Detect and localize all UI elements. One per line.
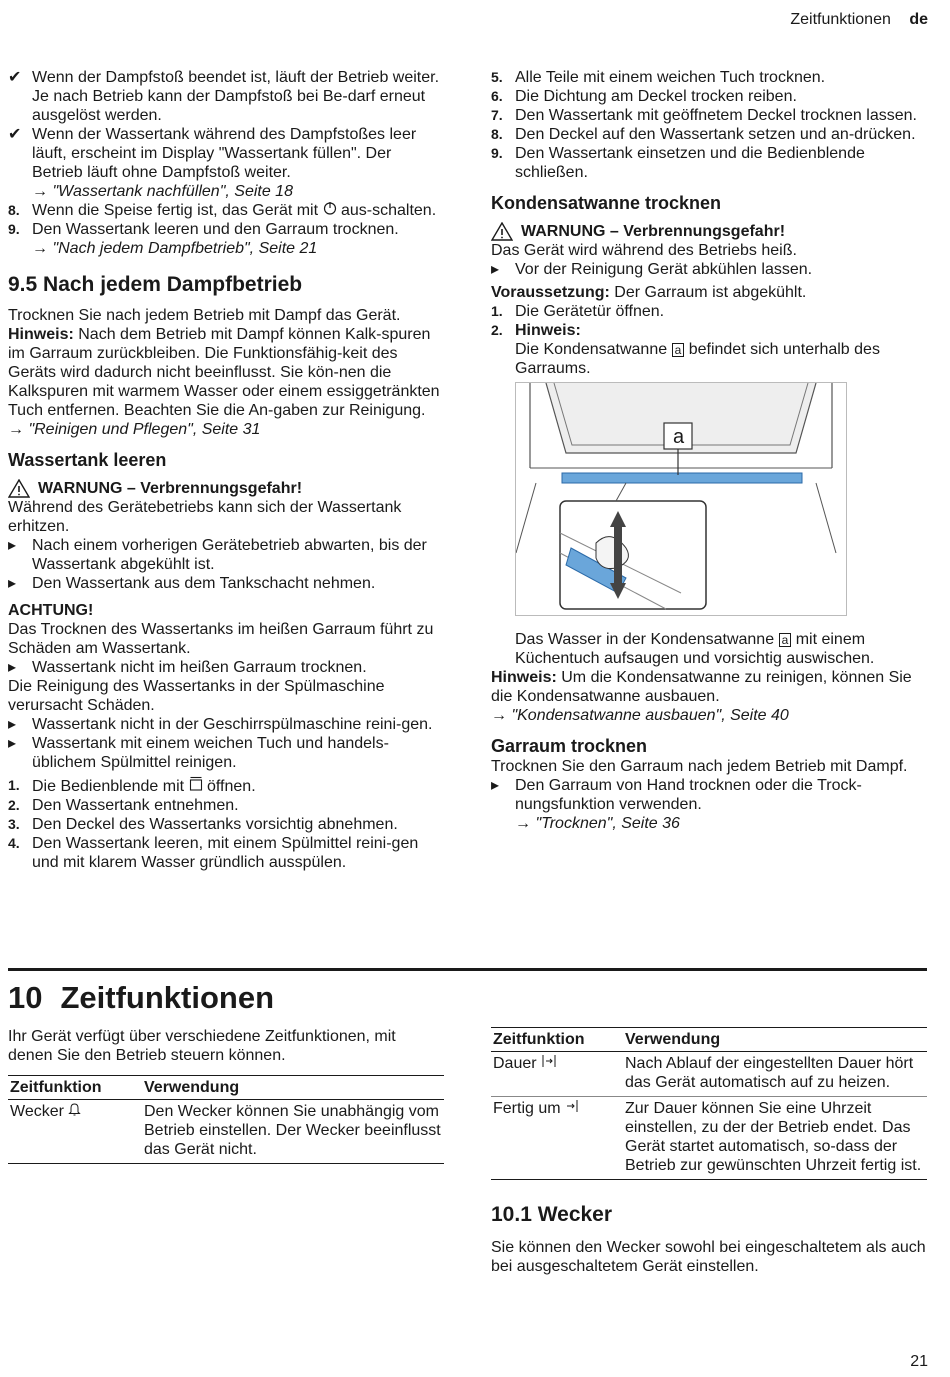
subsection-heading: Wassertank leeren — [8, 450, 167, 470]
figure-label-a: a — [673, 426, 685, 448]
triangle-bullet-icon: ▸ — [8, 716, 17, 733]
running-header — [790, 10, 928, 29]
step-text: Den Wassertank leeren und den Garraum trocknen. — [32, 221, 399, 238]
triangle-bullet-icon: ▸ — [8, 735, 17, 752]
label-box-a: a — [779, 633, 792, 647]
chapter-intro: Ihr Gerät verfügt über verschiedene Zeitfunktionen, mit denen Sie den Betrieb steuern können. — [8, 1028, 396, 1064]
warning-icon — [8, 479, 30, 498]
cross-reference: → "Trocknen", Seite 36 — [515, 815, 680, 832]
check-text: Wenn der Wassertank während des Dampfstoßes leer läuft, erscheint im Display "Wassertank füllen". Der Betrieb läuft ohne Dampfstoß weiter. — [32, 126, 417, 181]
chapter-left — [8, 1027, 444, 1164]
chapter-title: 10 Zeitfunktionen — [8, 980, 275, 1015]
check-text: Wenn der Dampfstoß beendet ist, läuft der Betrieb weiter. Je nach Betrieb kann der Dampfstoß bei Be-darf erneut ausgelöst werden. — [32, 69, 440, 124]
bullet-item: ▸ Wassertank nicht in der Geschirrspülmaschine reini-gen. — [8, 716, 433, 733]
triangle-bullet-icon: ▸ — [8, 537, 17, 554]
end-time-icon — [565, 1099, 579, 1113]
hinweis-label: Hinweis: — [491, 669, 557, 686]
table-row: Fertig um Zur Dauer können Sie eine Uhrzeit einstellen, zu der der Betrieb endet. Das Gerät startet automatisch, so-dass der Betrieb zur gewünschten Uhrzeit fertig ist. — [493, 1100, 922, 1174]
bullet-item: ▸ Vor der Reinigung Gerät abkühlen lassen. — [491, 261, 813, 278]
left-column — [8, 68, 444, 872]
header-lang: de — [909, 11, 928, 28]
right-column: 5. Alle Teile mit einem weichen Tuch trocknen. 6. Die Dichtung am Deckel trocken reiben. 7. Den Wassertank mit geöffnetem Deckel trocknen lassen. 8. Den Deckel auf den Wassertank setzen und an-drücken. 9. Den Wassertank einsetzen und die Bedienblende schließen. Kondensatwanne trocknen WARNUNG – Verbrennungsgefahr! Das Gerät wird während des Betriebs heiß. ▸ Vor der Reinigung Gerät abkühlen lassen. Voraussetzung: Der Garraum ist abgekühlt. 1. Die Gerätetür öffnen. 2. Hinweis: Die Kondensatwanne a befindet sich unterhalb des Garraums. a Das Wasser in der Kondensatwanne a mit einem Küchentuch aufsaugen und vorsichtig auswischen. Hinweis: Um die Kondensatwanne zu reinigen, können Sie die Kondensatwanne ausbauen. → "Kondensatwanne ausbauen", Seite 40 Garraum trocknen Trocknen Sie den Garraum nach jedem Betrieb mit Dampf. ▸ Den Garraum von Hand trocknen oder die Trock-nungsfunktion verwenden. → "Trocknen", Seite 36 — [491, 68, 931, 833]
voraussetzung-label: Voraussetzung: — [491, 284, 610, 301]
bullet-item: ▸ Wassertank mit einem weichen Tuch und handels-üblichem Spülmittel reinigen. — [8, 735, 389, 771]
panel-open-icon — [189, 776, 203, 791]
check-item — [8, 68, 444, 125]
check-icon: ✔ — [8, 126, 22, 143]
check-item — [8, 125, 444, 201]
warning-text: Während des Gerätebetriebs kann sich der Wassertank erhitzen. — [8, 499, 402, 535]
timefunction-table-right: Zeitfunktion Verwendung Dauer Nach Ablauf der eingestellten Dauer hört das Gerät automatisch auf zu heizen. Fertig um Zur Dauer können Sie eine Uhrzeit einstellen, zu der der Betrieb endet. Das Gerät startet automatisch, so-dass der Betrieb zur gewünschten Uhrzeit fertig ist. — [491, 1027, 927, 1180]
paragraph: Trocknen Sie nach jedem Betrieb mit Dampf das Gerät. — [8, 307, 401, 324]
warning-text: Das Gerät wird während des Betriebs heiß. — [491, 242, 797, 259]
paragraph: Das Trocknen des Wassertanks im heißen Garraum führt zu Schäden am Wassertank. — [8, 621, 434, 657]
step-item: 3. Den Deckel des Wassertanks vorsichtig abnehmen. — [8, 816, 398, 833]
chapter-right — [491, 1027, 927, 1276]
bullet-item: ▸ Wassertank nicht im heißen Garraum trocknen. — [8, 659, 367, 676]
bell-icon — [68, 1102, 81, 1116]
header-section: Zeitfunktionen — [790, 11, 891, 28]
step-item: 2. Hinweis: Die Kondensatwanne a befindet sich unterhalb des Garraums. — [491, 322, 880, 377]
step-item: 4. Den Wassertank leeren, mit einem Spülmittel reini-gen und mit klarem Wasser gründlich ausspülen. — [8, 835, 419, 871]
duration-icon — [541, 1054, 557, 1068]
step-number: 9. — [8, 221, 20, 237]
hinweis-text: Nach dem Betrieb mit Dampf können Kalk-spuren im Garraum zurückbleiben. Die Funktionsfähig-keit des Geräts wird dadurch nicht beeinflusst. Sie kön-nen die Kalkspuren mit warmem Wasser oder einem essiggetränkten Tuch entfernen. Beachten Sie die An-gaben zur Reinigung. — [8, 326, 440, 419]
label-box-a: a — [672, 343, 685, 357]
step-item: 2. Den Wassertank entnehmen. — [8, 797, 239, 814]
check-icon: ✔ — [8, 69, 22, 86]
chapter-rule — [8, 968, 927, 971]
table-row: Dauer Nach Ablauf der eingestellten Dauer hört das Gerät automatisch auf zu heizen. — [491, 1052, 927, 1097]
cross-reference: → "Kondensatwanne ausbauen", Seite 40 — [491, 707, 789, 724]
warning-title: WARNUNG – Verbrennungsgefahr! — [491, 222, 931, 241]
table-row: Wecker Den Wecker können Sie unabhängig vom Betrieb einstellen. Der Wecker beeinflusst das Gerät nicht. — [10, 1103, 441, 1158]
step-item: 7. Den Wassertank mit geöffnetem Deckel trocknen lassen. — [491, 107, 917, 124]
warning-title: WARNUNG – Verbrennungsgefahr! — [8, 479, 444, 498]
triangle-bullet-icon: ▸ — [491, 261, 500, 278]
page-number: 21 — [910, 1353, 928, 1370]
step-item: 5. Alle Teile mit einem weichen Tuch trocknen. — [491, 69, 826, 86]
step-item: 9. Den Wassertank einsetzen und die Bedienblende schließen. — [491, 145, 865, 181]
section-heading: 10.1 Wecker — [491, 1203, 613, 1226]
condensate-tray-illustration — [515, 382, 847, 616]
step-item: 6. Die Dichtung am Deckel trocken reiben. — [491, 88, 797, 105]
step-item — [8, 220, 444, 258]
step-item: 1. Die Gerätetür öffnen. — [491, 303, 665, 320]
bullet-item: ▸ Den Garraum von Hand trocknen oder die Trock-nungsfunktion verwenden. → "Trocknen", Seite 36 — [491, 776, 931, 833]
section-heading: 9.5 Nach jedem Dampfbetrieb — [8, 273, 303, 296]
triangle-bullet-icon: ▸ — [8, 659, 17, 676]
step-item: 8. Den Deckel auf den Wassertank setzen und an-drücken. — [491, 126, 916, 143]
hinweis-label: Hinweis: — [8, 326, 74, 343]
paragraph: Sie können den Wecker sowohl bei eingeschaltetem als auch bei ausgeschaltetem Gerät einstellen. — [491, 1239, 926, 1275]
paragraph: Die Reinigung des Wassertanks in der Spülmaschine verursacht Schäden. — [8, 678, 385, 714]
step-item: 1. Die Bedienblende mit öffnen. — [8, 777, 256, 795]
bullet-item: ▸ Den Wassertank aus dem Tankschacht nehmen. — [8, 575, 376, 592]
achtung-label: ACHTUNG! — [8, 602, 94, 619]
subsection-heading: Kondensatwanne trocknen — [491, 193, 722, 213]
cross-reference: → "Wassertank nachfüllen", Seite 18 — [32, 183, 293, 200]
bullet-item: ▸ Nach einem vorherigen Gerätebetrieb abwarten, bis der Wassertank abgekühlt ist. — [8, 537, 427, 573]
timefunction-table-left: Zeitfunktion Verwendung Wecker Den Wecker können Sie unabhängig vom Betrieb einstellen. Der Wecker beeinflusst das Gerät nicht. — [8, 1075, 444, 1164]
power-icon — [323, 201, 337, 215]
warning-icon — [491, 222, 513, 241]
oven-drawing — [516, 383, 846, 615]
triangle-bullet-icon: ▸ — [491, 777, 500, 794]
step-text: aus-schalten. — [340, 202, 437, 219]
cross-reference: → "Nach jedem Dampfbetrieb", Seite 21 — [32, 240, 318, 257]
paragraph: Trocknen Sie den Garraum nach jedem Betrieb mit Dampf. — [491, 758, 908, 775]
triangle-bullet-icon: ▸ — [8, 575, 17, 592]
step-number: 8. — [8, 202, 20, 218]
step-item — [8, 201, 444, 220]
cross-reference: → "Reinigen und Pflegen", Seite 31 — [8, 421, 261, 438]
step-text: Wenn die Speise fertig ist, das Gerät mit — [32, 202, 319, 219]
subsection-heading: Garraum trocknen — [491, 736, 648, 756]
